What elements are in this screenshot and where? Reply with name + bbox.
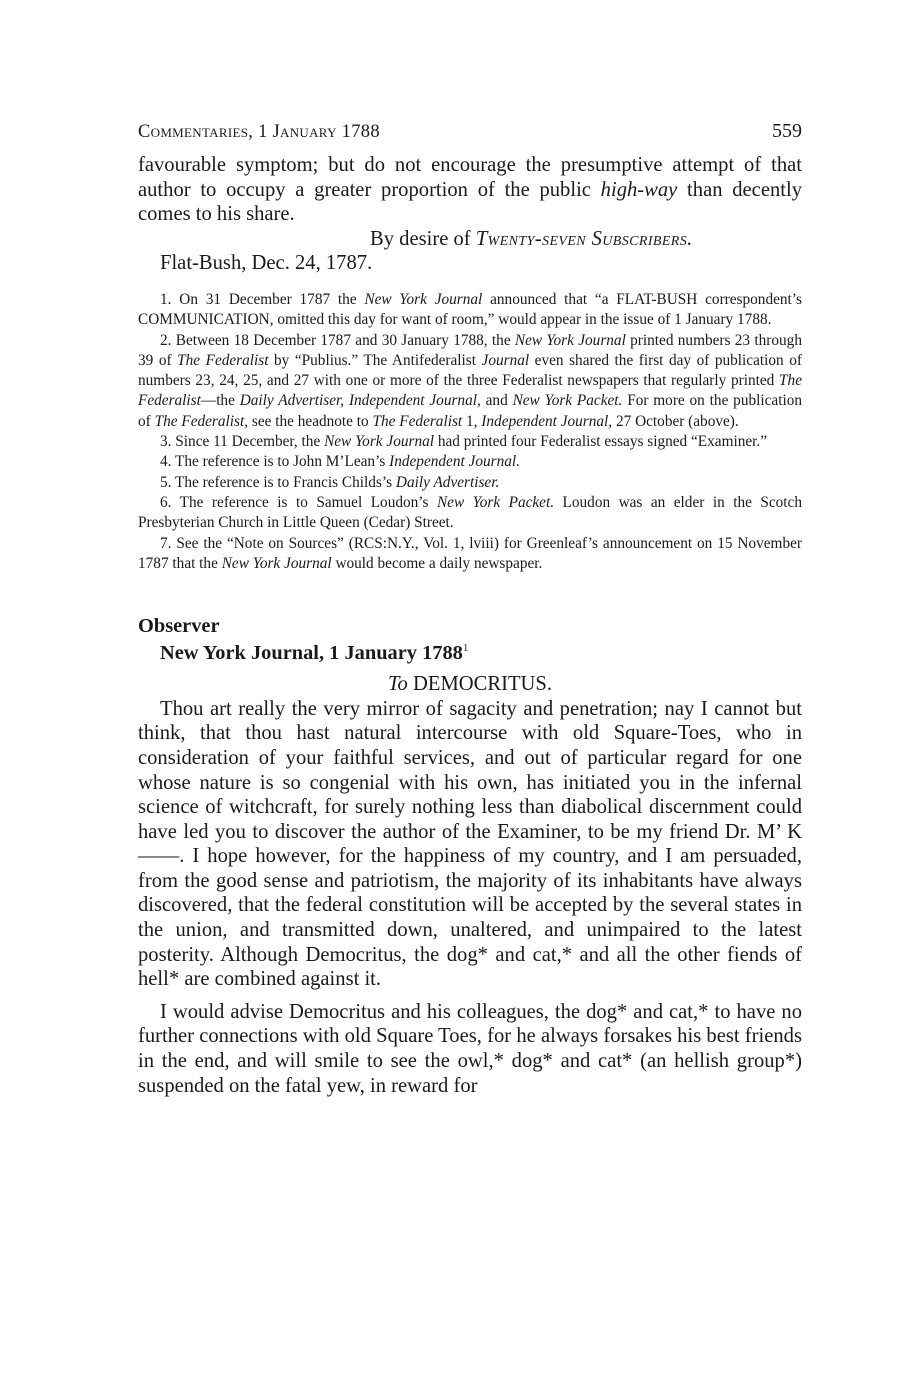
note-text: 5. The reference is to Francis Childs’s	[160, 473, 396, 491]
footnote-1	[138, 290, 802, 331]
footnote-5	[138, 473, 802, 493]
footnote-7	[138, 534, 802, 575]
note-title: New York Journal	[324, 433, 434, 451]
note-title: New York Packet.	[436, 493, 555, 511]
note-text: 6. The reference is to Samuel Loudon’s	[160, 493, 437, 511]
page-content	[138, 120, 802, 1098]
addressee-line	[138, 672, 802, 697]
note-title: The Federalist	[177, 351, 269, 369]
running-head	[138, 120, 802, 143]
note-title: The Federalist	[372, 412, 463, 430]
note-text: had printed four Federalist essays signed “Examiner.”	[434, 433, 768, 451]
note-title: Daily Advertiser.	[395, 473, 500, 491]
signature-name: Twenty-seven Subscribers.	[475, 227, 693, 250]
addressee-name: DEMOCRITUS.	[407, 673, 553, 696]
body-paragraph-2: I would advise Democritus and his colleagues, the dog* and cat,* to have no further connections with old Square Toes, for he always forsakes his best friends in the end, and will smile to see the owl,* dog* and cat* (an hellish group*) suspended on the fatal yew, in reward for	[138, 1000, 802, 1097]
note-title: New York Packet.	[512, 392, 623, 410]
note-title: Independent Journal.	[389, 453, 520, 471]
note-text: announced that “a FLAT-BUSH correspondent’s COMMUNICATION, omitted this day for want of room,” would appear in the issue of 1 January 1788.	[138, 290, 802, 329]
section-subtitle	[160, 640, 802, 666]
footnote-6	[138, 493, 802, 534]
note-text: For more on the publication of	[138, 392, 803, 430]
continued-text-italic: high-way	[600, 178, 678, 201]
footnote-3	[138, 432, 802, 452]
note-text: even shared the first day of publication of numbers 23, 24, 25, and 27 with one or more of the three Federalist newspapers that regularly printed	[138, 351, 802, 390]
continued-text-end: than decently comes to his share.	[138, 178, 802, 226]
note-title: Journal	[481, 351, 530, 369]
note-text: and	[480, 392, 513, 410]
footnote-4	[138, 452, 802, 472]
continued-paragraph	[138, 153, 802, 227]
body-paragraph-1: Thou art really the very mirror of sagacity and penetration; nay I cannot but think, that thou hast natural intercourse with old Square-Toes, who in consideration of your faithful services, and out of particular regard for one whose nature is so congenial with his own, has initiated you in the infernal science of witchcraft, for surely nothing less than diabolical discernment could have led you to discover the author of the Examiner, to be my friend Dr. M’ K——. I hope however, for the happiness of my country, and I am persuaded, from the good sense and patriotism, the majority of its inhabitants have always discovered, that the federal constitution will be accepted by the several states in the union, and transmitted down, unaltered, and unimpaired to the latest posterity. Although Democritus, the dog* and cat,* and all the other fiends of hell* are combined against it.	[138, 697, 802, 991]
dateline: Flat-Bush, Dec. 24, 1787.	[160, 252, 373, 275]
section-title: Observer	[138, 615, 220, 638]
note-text: 27 October (above).	[612, 412, 739, 430]
footnotes	[138, 290, 802, 574]
note-text: see the headnote to	[248, 412, 373, 430]
note-text: 1,	[462, 412, 482, 430]
section-subtitle-text: New York Journal, 1 January 1788	[160, 642, 463, 665]
footnote-2	[138, 331, 802, 432]
note-text: 3. Since 11 December, the	[160, 433, 325, 451]
note-text: Loudon was an elder in the Scotch Presbyterian Church in Little Queen (Cedar) Street.	[138, 493, 802, 532]
note-title: New York Journal	[364, 290, 483, 308]
note-text: printed numbers 23 through 39 of	[138, 331, 802, 369]
note-text: 1. On 31 December 1787 the	[160, 290, 365, 308]
note-title: New York Journal	[221, 554, 332, 572]
signature-prefix: By desire of	[370, 227, 476, 250]
signature-line	[138, 227, 802, 252]
note-text: 4. The reference is to John M’Lean’s	[160, 453, 390, 471]
running-head-title: Commentaries, 1 January 1788	[138, 122, 380, 142]
continued-text-start: favourable symptom; but do not encourage the presumptive attempt of that author to occupy a greater proportion of the public	[138, 154, 802, 201]
note-title: Independent Journal,	[481, 412, 613, 430]
note-text: —the	[200, 392, 240, 410]
note-text: would become a daily newspaper.	[331, 554, 543, 572]
addressee-to: To	[387, 673, 408, 696]
note-title: Daily Advertiser, Independent Journal,	[239, 392, 481, 410]
note-title: The Federalist	[138, 372, 802, 410]
note-title: New York Journal	[514, 331, 626, 349]
note-text: by “Publius.” The Antifederalist	[268, 351, 482, 369]
note-text: 2. Between 18 December 1787 and 30 January 1788, the	[160, 331, 515, 349]
page-number: 559	[772, 120, 802, 142]
note-text: 7. See the “Note on Sources” (RCS:N.Y., Vol. 1, lviii) for Greenleaf’s announcement on 15 November 1787 that the	[138, 534, 802, 572]
note-title: The Federalist,	[154, 412, 249, 430]
footnote-reference: 1	[462, 642, 469, 655]
